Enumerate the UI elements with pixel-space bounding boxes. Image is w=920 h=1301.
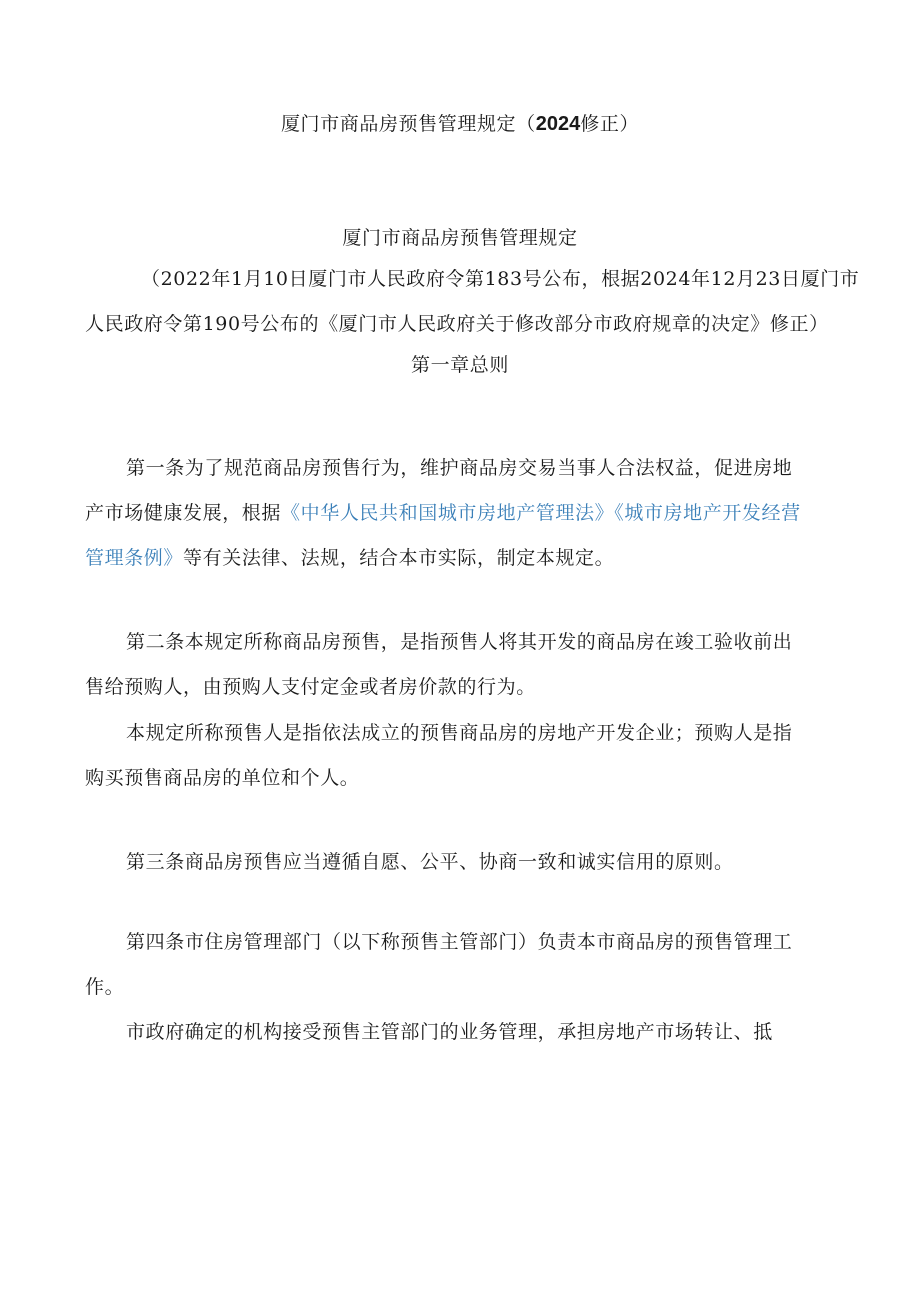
document-subtitle: 厦门市商品房预售管理规定 bbox=[342, 227, 578, 249]
law-link-urban-real-estate-law[interactable]: 《中华人民共和国城市房地产管理法》 bbox=[281, 502, 615, 524]
article-3-line-1: 第三条商品房预售应当遵循自愿、公平、协商一致和诚实信用的原则。 bbox=[126, 851, 734, 873]
article-1-text-end: 等有关法律、法规，结合本市实际，制定本规定。 bbox=[183, 547, 615, 569]
article-2-line-2: 售给预购人，由预购人支付定金或者房价款的行为。 bbox=[85, 676, 536, 698]
source-note-line-1: （2022年1月10日厦门市人民政府令第183号公布，根据2024年12月23日厦门市 bbox=[141, 268, 860, 290]
article-4-line-1: 第四条市住房管理部门（以下称预售主管部门）负责本市商品房的预售管理工 bbox=[126, 931, 793, 953]
article-1-line-2 bbox=[85, 501, 801, 525]
law-link-real-estate-development-regulation-cont[interactable]: 管理条例》 bbox=[85, 547, 184, 569]
title-suffix: 修正） bbox=[580, 113, 640, 135]
article-2-line-1: 第二条本规定所称商品房预售，是指预售人将其开发的商品房在竣工验收前出 bbox=[126, 631, 793, 653]
article-4-line-3: 市政府确定的机构接受预售主管部门的业务管理，承担房地产市场转让、抵 bbox=[126, 1021, 773, 1043]
article-2-line-4: 购买预售商品房的单位和个人。 bbox=[85, 767, 360, 789]
source-note-line-2: 人民政府令第190号公布的《厦门市人民政府关于修改部分市政府规章的决定》修正） bbox=[85, 313, 829, 335]
article-2-line-3: 本规定所称预售人是指依法成立的预售商品房的房地产开发企业；预购人是指 bbox=[126, 722, 793, 744]
title-text: 厦门市商品房预售管理规定 bbox=[280, 113, 517, 135]
article-1-line-1: 第一条为了规范商品房预售行为，维护商品房交易当事人合法权益，促进房地 bbox=[126, 457, 793, 479]
chapter-heading: 第一章总则 bbox=[410, 354, 509, 376]
document-title bbox=[0, 112, 920, 136]
title-year: 2024 bbox=[535, 113, 581, 135]
title-paren-open: （ bbox=[516, 113, 536, 135]
article-4-line-2: 作。 bbox=[85, 976, 125, 998]
article-1-text: 产市场健康发展，根据 bbox=[85, 502, 282, 524]
law-link-real-estate-development-regulation[interactable]: 《城市房地产开发经营 bbox=[614, 502, 801, 524]
article-1-line-3 bbox=[85, 546, 614, 570]
